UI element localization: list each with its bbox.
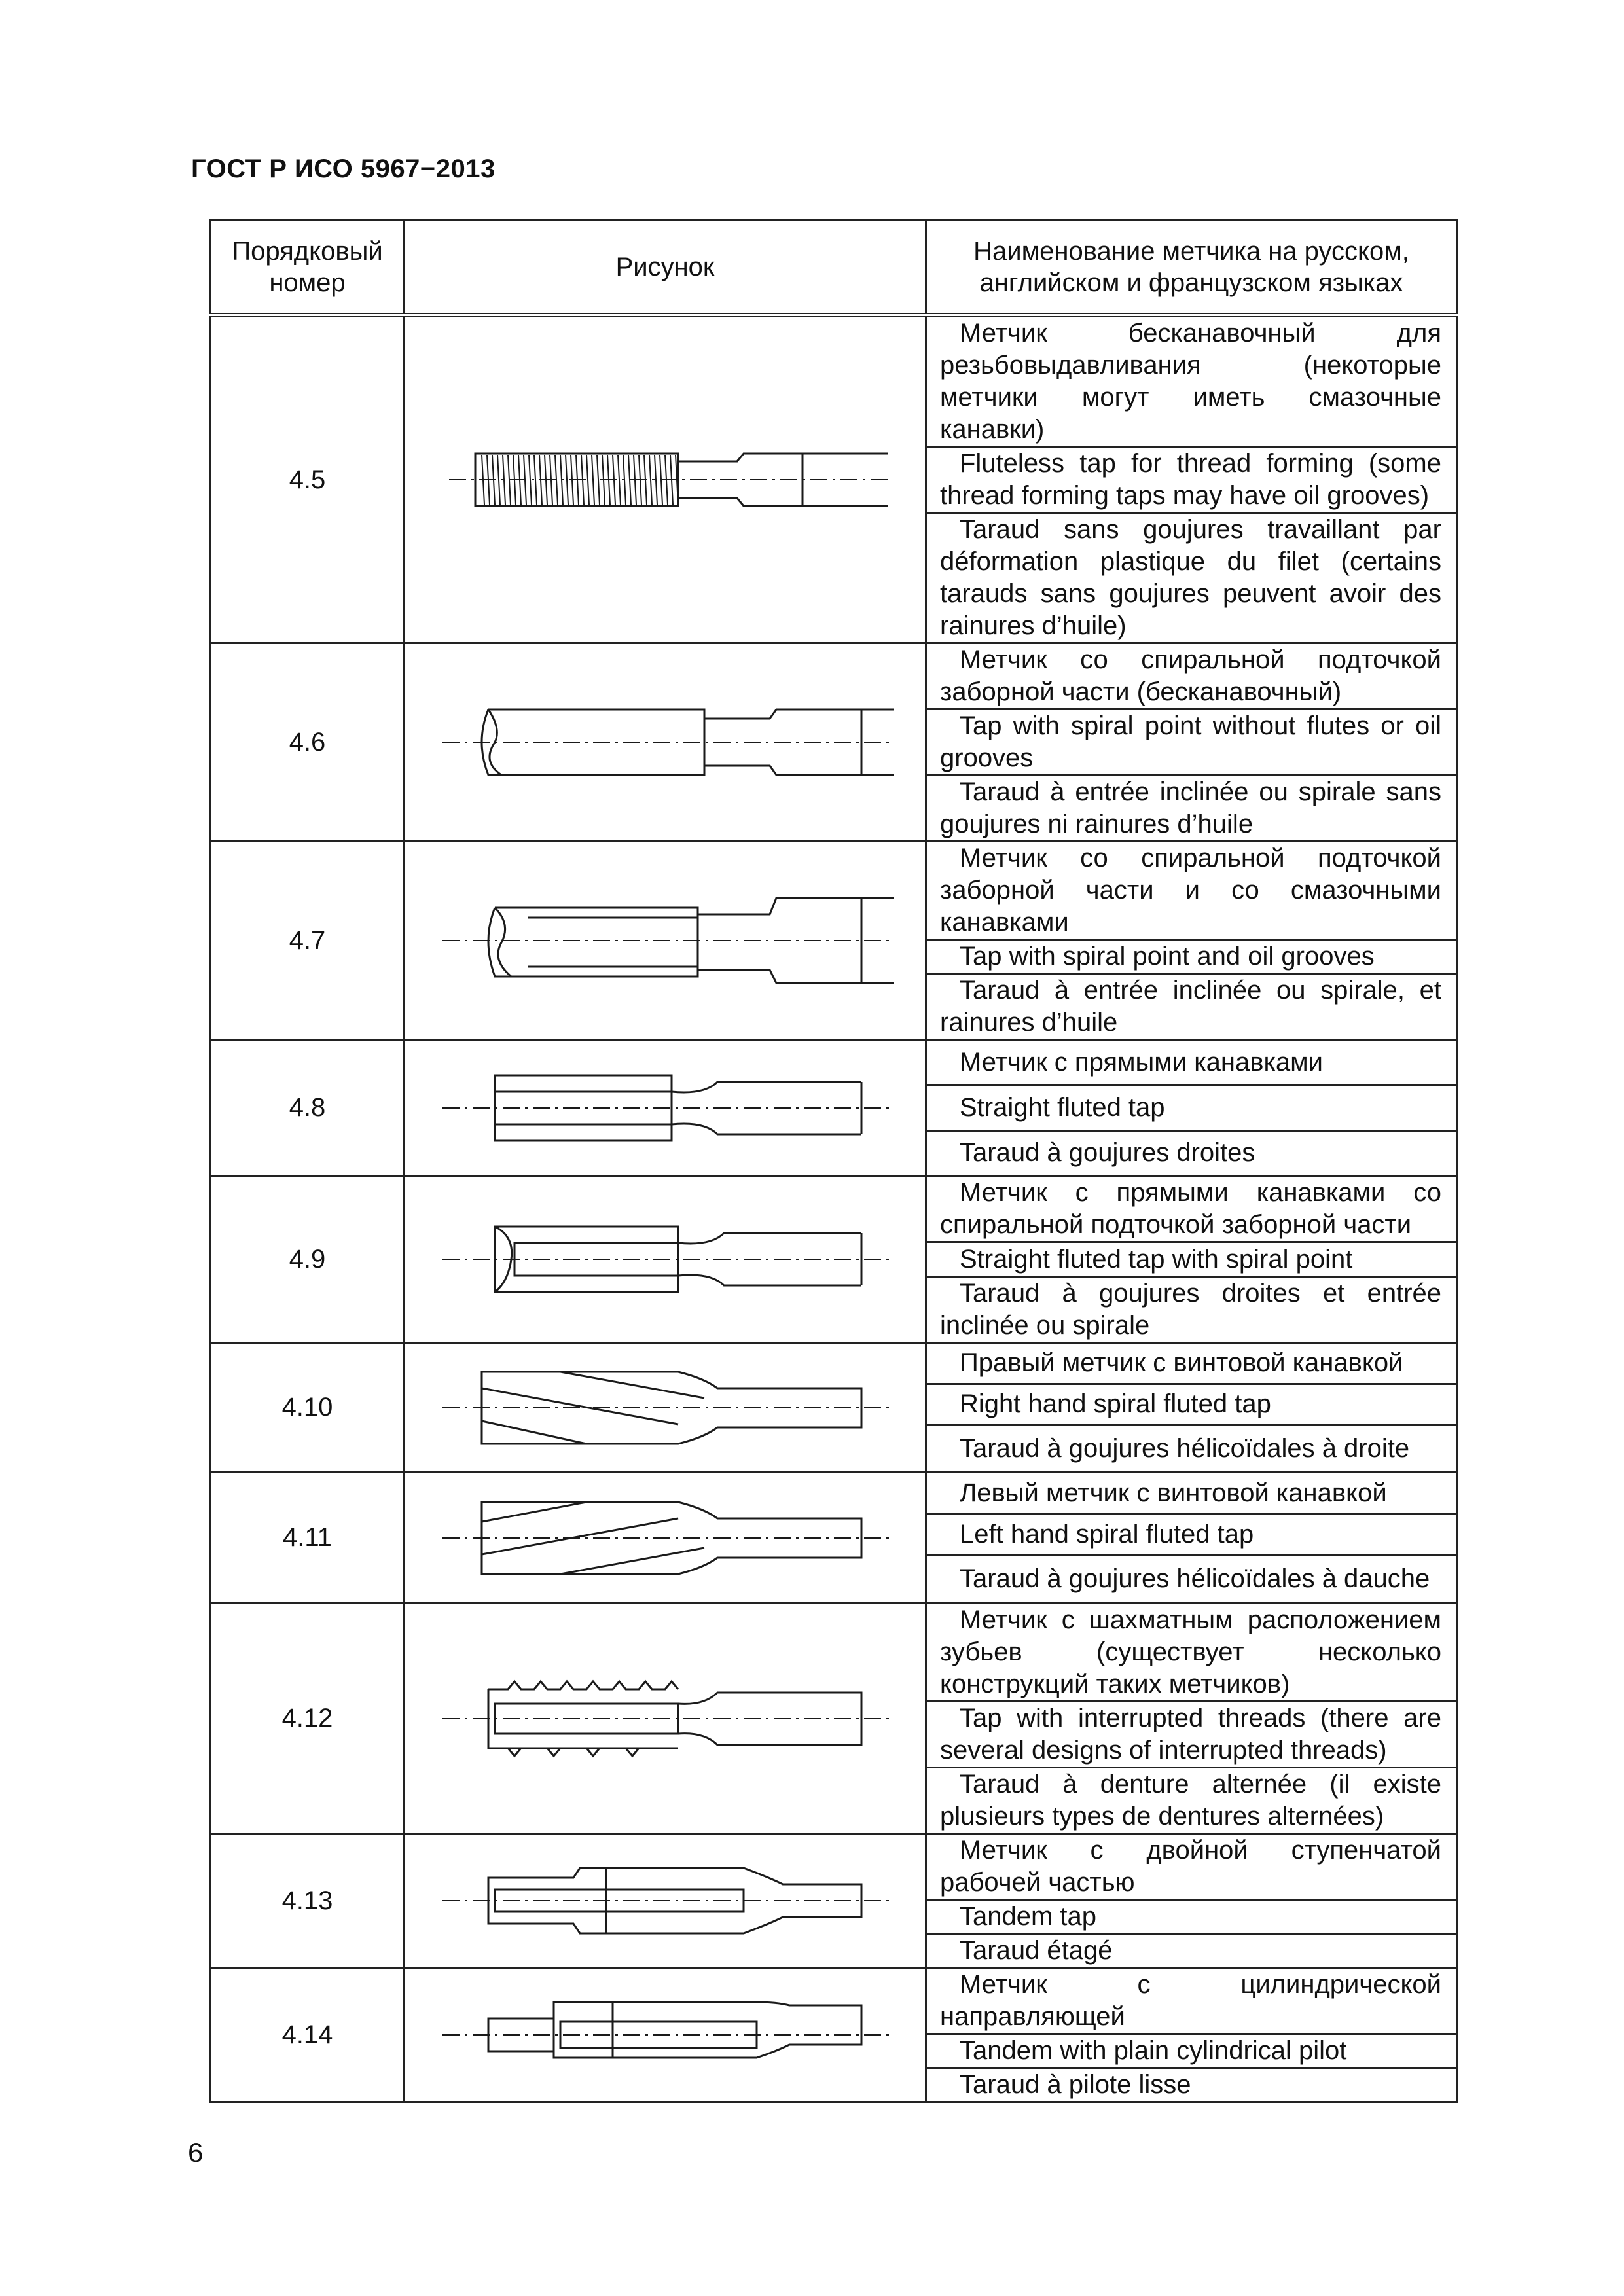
tap-name-cell	[926, 842, 1457, 1040]
row-number: 4.13	[211, 1834, 405, 1968]
row-number: 4.9	[211, 1176, 405, 1343]
table-row	[211, 842, 1457, 1040]
name-french: Taraud à pilote lisse	[927, 2067, 1456, 2101]
tap-name-cell	[926, 315, 1457, 643]
row-number: 4.5	[211, 315, 405, 643]
name-russian: Левый метчик с винтовой канавкой	[960, 1478, 1387, 1507]
table-row	[211, 1343, 1457, 1473]
table-row	[211, 1604, 1457, 1834]
name-french: Taraud à entrée inclinée ou spirale sans goujures ni rainures d’huile	[927, 774, 1456, 840]
header-number: Порядковый номер	[211, 221, 405, 315]
tap-name-cell	[926, 1343, 1457, 1473]
tap-name-cell	[926, 1968, 1457, 2102]
name-russian: Метчик со спиральной подточкой заборной части (бесканавочный)	[940, 645, 1441, 706]
tap-name-cell	[926, 1176, 1457, 1343]
name-russian: Метчик с двойной ступенчатой рабочей частью	[940, 1836, 1441, 1897]
name-russian: Метчик бесканавочный для резьбовыдавливания (некоторые метчики могут иметь смазочные канавки)	[940, 319, 1441, 444]
table-row	[211, 1834, 1457, 1968]
name-english: Straight fluted tap	[927, 1084, 1456, 1129]
name-english: Left hand spiral fluted tap	[927, 1513, 1456, 1554]
straight-fluted-tap-drawing	[405, 1040, 926, 1176]
tap-name-cell	[926, 1040, 1457, 1176]
table-row	[211, 1040, 1457, 1176]
tap-name-cell	[926, 1604, 1457, 1834]
name-russian: Правый метчик с винтовой канавкой	[960, 1348, 1403, 1378]
row-number: 4.7	[211, 842, 405, 1040]
row-number: 4.14	[211, 1968, 405, 2102]
name-french: Taraud à goujures droites	[927, 1130, 1456, 1175]
name-french: Taraud à denture alternée (il existe plusieurs types de dentures alternées)	[927, 1767, 1456, 1833]
fluteless-tap-drawing	[405, 315, 926, 643]
row-number: 4.11	[211, 1473, 405, 1604]
right-hand-spiral-tap-drawing	[405, 1343, 926, 1473]
name-french: Taraud à goujures droites et entrée inclinée ou spirale	[927, 1276, 1456, 1342]
left-hand-spiral-tap-drawing	[405, 1473, 926, 1604]
pilot-tap-drawing	[405, 1968, 926, 2102]
name-english: Tap with spiral point and oil grooves	[927, 939, 1456, 973]
name-english: Fluteless tap for thread forming (some thread forming taps may have oil grooves)	[927, 446, 1456, 512]
tap-types-table	[209, 219, 1458, 2103]
name-english: Straight fluted tap with spiral point	[927, 1241, 1456, 1275]
name-russian: Метчик с прямыми канавками со спиральной подточкой заборной части	[940, 1178, 1441, 1240]
name-english: Tandem with plain cylindrical pilot	[927, 2033, 1456, 2067]
name-french: Taraud étagé	[927, 1933, 1456, 1967]
tandem-tap-drawing	[405, 1834, 926, 1968]
document-header: ГОСТ Р ИСО 5967−2013	[191, 154, 496, 183]
name-french: Taraud à goujures hélicoïdales à droite	[927, 1424, 1456, 1471]
table-row	[211, 1473, 1457, 1604]
row-number: 4.8	[211, 1040, 405, 1176]
page-number: 6	[188, 2137, 204, 2168]
header-name: Наименование метчика на русском, английском и французском языках	[926, 221, 1457, 315]
name-russian: Метчик со спиральной подточкой заборной части и со смазочными канавками	[940, 844, 1441, 937]
table-row	[211, 643, 1457, 842]
table-row	[211, 1968, 1457, 2102]
name-french: Taraud à goujures hélicoïdales à dauche	[927, 1554, 1456, 1602]
spiral-point-tap-drawing	[405, 643, 926, 842]
spiral-point-oil-groove-tap-drawing	[405, 842, 926, 1040]
table-row	[211, 1176, 1457, 1343]
name-russian: Метчик с шахматным расположением зубьев (существует несколько конструкций таких метчиков)	[940, 1605, 1441, 1698]
tap-name-cell	[926, 1473, 1457, 1604]
tap-name-cell	[926, 1834, 1457, 1968]
name-russian: Метчик с прямыми канавками	[960, 1047, 1323, 1077]
row-number: 4.10	[211, 1343, 405, 1473]
row-number: 4.6	[211, 643, 405, 842]
name-english: Tap with spiral point without flutes or oil grooves	[927, 708, 1456, 774]
header-figure: Рисунок	[405, 221, 926, 315]
name-english: Tap with interrupted threads (there are several designs of interrupted threads)	[927, 1700, 1456, 1767]
name-english: Right hand spiral fluted tap	[927, 1383, 1456, 1424]
name-french: Taraud à entrée inclinée ou spirale, et rainures d’huile	[927, 973, 1456, 1039]
name-english: Tandem tap	[927, 1899, 1456, 1933]
name-russian: Метчик с цилиндрической направляющей	[940, 1970, 1441, 2031]
tap-name-cell	[926, 643, 1457, 842]
name-french: Taraud sans goujures travaillant par déformation plastique du filet (certains tarauds sans goujures peuvent avoir des rainures d’huile)	[927, 512, 1456, 642]
interrupted-thread-tap-drawing	[405, 1604, 926, 1834]
row-number: 4.12	[211, 1604, 405, 1834]
straight-fluted-spiral-point-tap-drawing	[405, 1176, 926, 1343]
table-row	[211, 315, 1457, 643]
